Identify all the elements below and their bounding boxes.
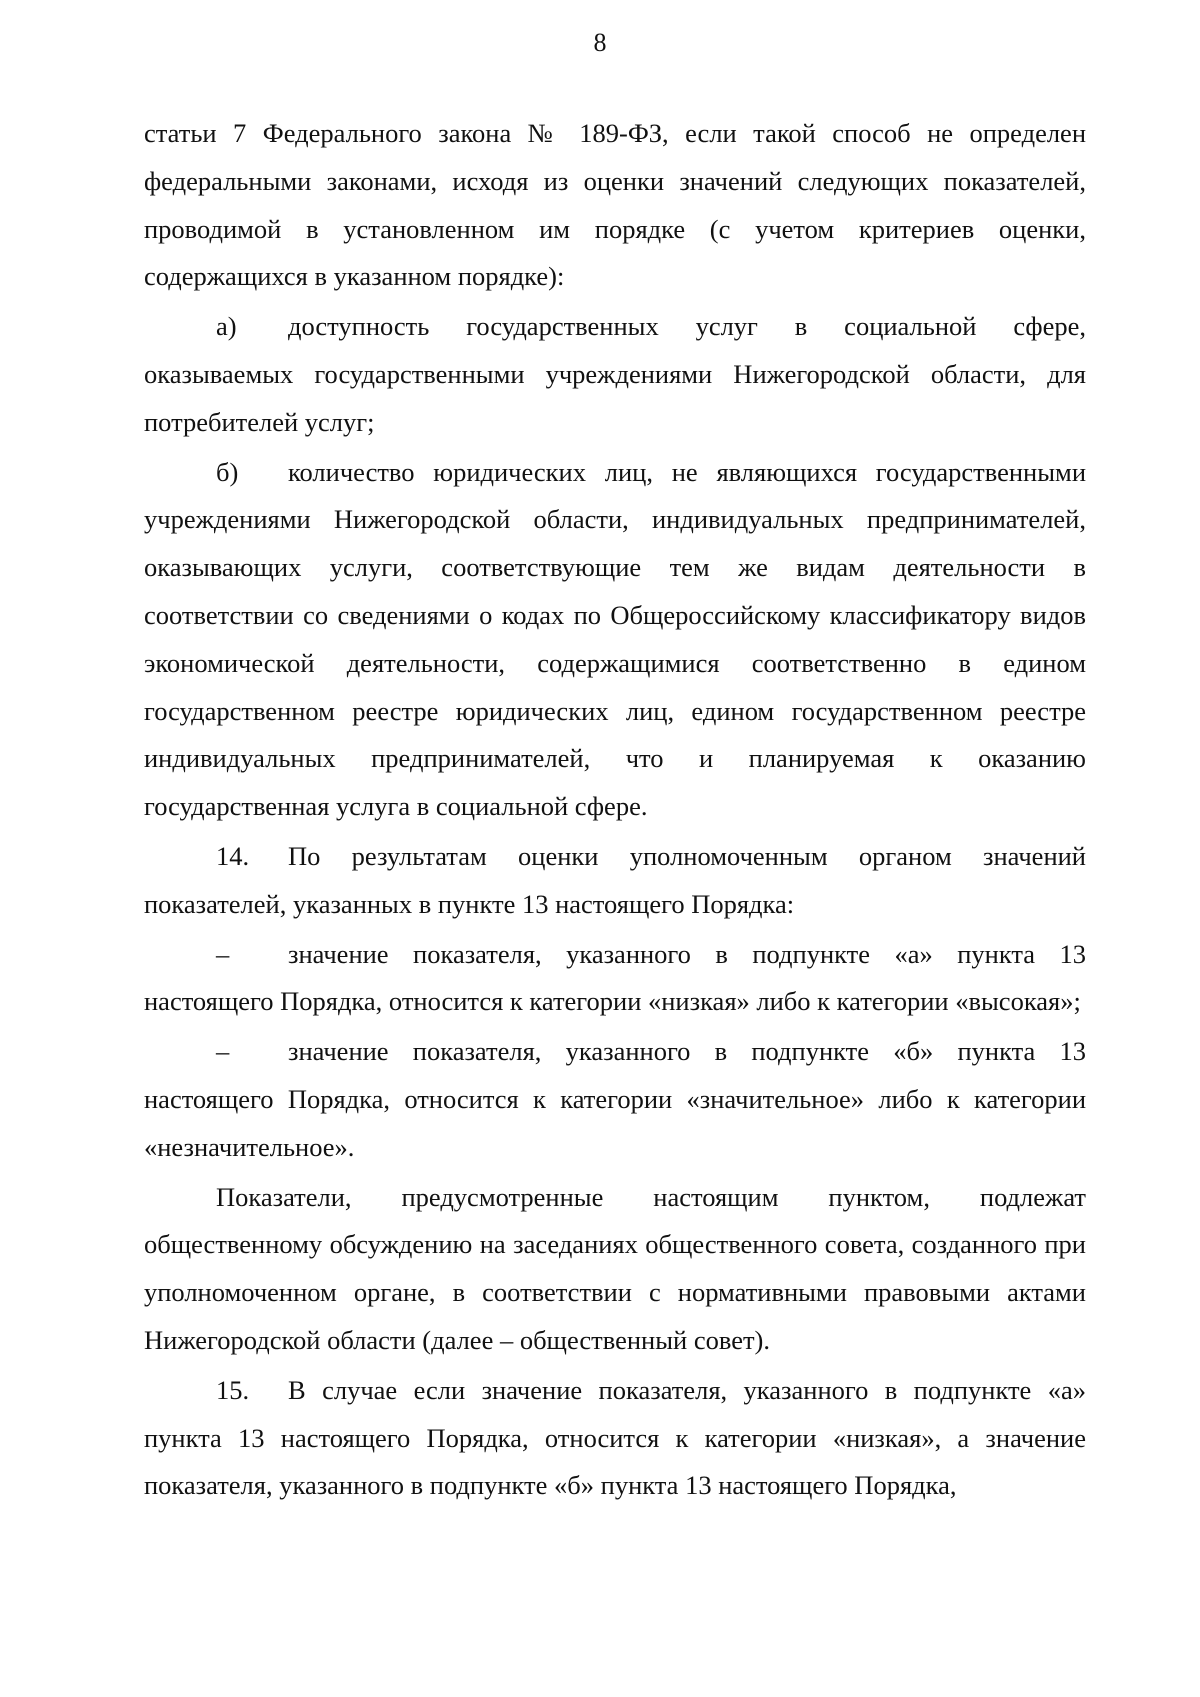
paragraph-text: По результатам оценки уполномоченным органом значений показателей, указанных в пункте 13 настоящего Порядка: <box>144 840 1086 919</box>
dash-marker: – <box>216 1036 230 1067</box>
list-item-b <box>144 449 1086 831</box>
page-number: 8 <box>593 28 607 57</box>
dash-item <box>144 931 1086 1027</box>
clause-14 <box>144 833 1086 929</box>
paragraph-text: количество юридических лиц, не являющихся государственными учреждениями Нижегородской области, индивидуальных предпринимателей, оказывающих услуги, соответствующие тем же видам деятельности в соответствии со сведениями о кодах по Общероссийскому классификатору видов экономической деятельности, содержащимися соответственно в едином государственном реестре юридических лиц, едином государственном реестре индивидуальных предпринимателей, что и планируемая к оказанию государственная услуга в социальной сфере. <box>144 456 1086 822</box>
paragraph-text: значение показателя, указанного в подпункте «б» пункта 13 настоящего Порядка, относится к категории «значительное» либо к категории «незначительное». <box>144 1036 1086 1162</box>
list-item-label: а) <box>216 311 237 342</box>
paragraph-text: Показатели, предусмотренные настоящим пунктом, подлежат общественному обсуждению на заседаниях общественного совета, созданного при уполномоченном органе, в соответствии с нормативными правовыми актами Нижегородской области (далее – общественный совет). <box>144 1181 1086 1355</box>
paragraph-continuation <box>144 110 1086 301</box>
clause-15 <box>144 1367 1086 1510</box>
list-item-a <box>144 303 1086 446</box>
paragraph <box>144 1174 1086 1365</box>
paragraph-text: значение показателя, указанного в подпункте «а» пункта 13 настоящего Порядка, относится к категории «низкая» либо к категории «высокая»; <box>144 938 1086 1017</box>
document-body <box>144 110 1086 1510</box>
dash-marker: – <box>216 938 230 969</box>
list-item-label: б) <box>216 456 239 487</box>
paragraph-text: статьи 7 Федерального закона № 189-ФЗ, если такой способ не определен федеральными законами, исходя из оценки значений следующих показателей, проводимой в установленном им порядке (с учетом критериев оценки, содержащихся в указанном порядке): <box>144 118 1086 292</box>
dash-item <box>144 1028 1086 1171</box>
clause-number: 14. <box>216 840 250 871</box>
paragraph-text: доступность государственных услуг в социальной сфере, оказываемых государственными учреждениями Нижегородской области, для потребителей услуг; <box>144 311 1086 437</box>
paragraph-text: В случае если значение показателя, указанного в подпункте «а» пункта 13 настоящего Порядка, относится к категории «низкая», а значение показателя, указанного в подпункте «б» пункта 13 настоящего Порядка, <box>144 1374 1086 1501</box>
clause-number: 15. <box>216 1374 250 1405</box>
